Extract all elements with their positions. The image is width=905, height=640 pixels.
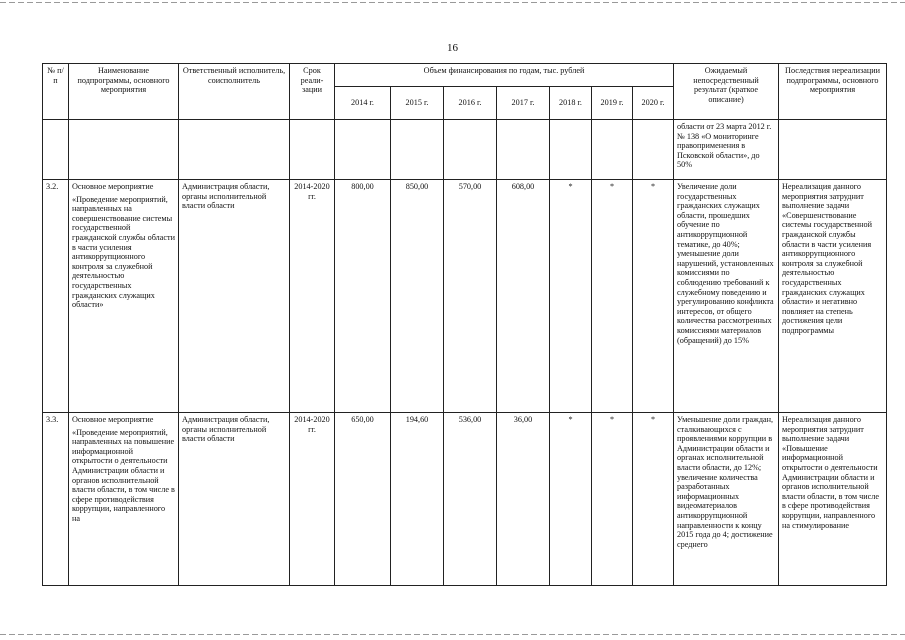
cell-value-2020: * bbox=[633, 413, 674, 586]
cell-empty bbox=[592, 120, 633, 180]
cell-empty bbox=[69, 120, 179, 180]
header-year-2020: 2020 г. bbox=[633, 87, 674, 120]
header-year-2014: 2014 г. bbox=[335, 87, 391, 120]
cell-value-2014: 800,00 bbox=[335, 180, 391, 413]
header-funding: Объем финансирования по годам, тыс. рублей bbox=[335, 64, 674, 87]
program-table bbox=[42, 63, 887, 586]
header-result: Ожидаемый непосредственный результат (краткое описание) bbox=[674, 64, 779, 120]
cell-value-2017: 608,00 bbox=[497, 180, 550, 413]
cell-num: 3.2. bbox=[43, 180, 69, 413]
cell-empty bbox=[335, 120, 391, 180]
cell-value-2016: 536,00 bbox=[444, 413, 497, 586]
cell-term: 2014-2020 гг. bbox=[290, 413, 335, 586]
cell-empty bbox=[179, 120, 290, 180]
scan-edge-bottom bbox=[0, 634, 905, 635]
cell-consequences: Нереализация данного мероприятия затруднит выполнение задачи «Совершенствование системы государственной гражданской службы области в части усиления антикоррупционного контроля за служебной деятельностью государственных гражданских служащих области» и негативно повлияет на степень достижения цели подпрограммы bbox=[779, 180, 887, 413]
cell-empty bbox=[391, 120, 444, 180]
cell-responsible: Администрация области, органы исполнительной власти области bbox=[179, 413, 290, 586]
header-year-2017: 2017 г. bbox=[497, 87, 550, 120]
program-table-container bbox=[42, 63, 886, 586]
name-text: «Проведение мероприятий, направленных на совершенствование системы государственной гражданской службы области в части усиления антикоррупционного контроля за служебной деятельностью государственных гражданских служащих области» bbox=[72, 194, 175, 310]
cell-empty bbox=[633, 120, 674, 180]
cell-value-2019: * bbox=[592, 413, 633, 586]
cell-result: Увеличение доли государственных гражданских служащих области, прошедших обучение по антикоррупционной тематике, до 40%; уменьшение доли нарушений, установленных комиссиями по соблюдению требований к служебному поведению и урегулированию конфликта интересов, от общего количества рассмотренных комиссиями материалов (обращений) до 15% bbox=[674, 180, 779, 413]
table-row bbox=[43, 180, 887, 413]
cell-result-continuation: области от 23 марта 2012 г. № 138 «О мониторинге правоприменения в Псковской области», до 50% bbox=[674, 120, 779, 180]
header-term: Срок реали-зации bbox=[290, 64, 335, 120]
header-responsible: Ответственный исполнитель, соисполнитель bbox=[179, 64, 290, 120]
table-row-continuation bbox=[43, 120, 887, 180]
cell-empty bbox=[550, 120, 592, 180]
cell-value-2018: * bbox=[550, 413, 592, 586]
header-name: Наименование подпрограммы, основного мероприятия bbox=[69, 64, 179, 120]
cell-num: 3.3. bbox=[43, 413, 69, 586]
header-row bbox=[43, 64, 887, 87]
cell-result: Уменьшение доли граждан, сталкивающихся с проявлениями коррупции в Администрации области и органах исполнительной власти области, до 12%; увеличение количества разработанных информационных видеоматериалов антикоррупционной направленности к концу 2015 года до 4; достижение среднего bbox=[674, 413, 779, 586]
cell-value-2017: 36,00 bbox=[497, 413, 550, 586]
cell-consequences: Нереализация данного мероприятия затруднит выполнение задачи «Повышение информационной открытости о деятельности Администрации области и органов исполнительной власти области, в том числе в сфере противодействия коррупции, направленного на стимулирование bbox=[779, 413, 887, 586]
table-row bbox=[43, 413, 887, 586]
header-year-2015: 2015 г. bbox=[391, 87, 444, 120]
cell-name bbox=[69, 413, 179, 586]
header-num: № п/п bbox=[43, 64, 69, 120]
cell-value-2016: 570,00 bbox=[444, 180, 497, 413]
name-text: «Проведение мероприятий, направленных на повышение информационной открытости о деятельности Администрации области и органов исполнительной власти области, в том числе в сфере противодействия коррупции, направленного на bbox=[72, 427, 175, 523]
scan-edge-top bbox=[0, 2, 905, 3]
cell-empty bbox=[444, 120, 497, 180]
header-year-2016: 2016 г. bbox=[444, 87, 497, 120]
header-year-2019: 2019 г. bbox=[592, 87, 633, 120]
cell-empty bbox=[779, 120, 887, 180]
name-title: Основное мероприятие bbox=[72, 415, 154, 424]
page-number: 16 bbox=[447, 42, 458, 54]
cell-empty bbox=[43, 120, 69, 180]
cell-empty bbox=[290, 120, 335, 180]
header-year-2018: 2018 г. bbox=[550, 87, 592, 120]
header-consequences: Последствия нереализации подпрограммы, основного мероприятия bbox=[779, 64, 887, 120]
cell-value-2020: * bbox=[633, 180, 674, 413]
cell-value-2015: 850,00 bbox=[391, 180, 444, 413]
cell-name bbox=[69, 180, 179, 413]
cell-value-2015: 194,60 bbox=[391, 413, 444, 586]
cell-empty bbox=[497, 120, 550, 180]
cell-responsible: Администрация области, органы исполнительной власти области bbox=[179, 180, 290, 413]
cell-value-2018: * bbox=[550, 180, 592, 413]
cell-value-2019: * bbox=[592, 180, 633, 413]
cell-value-2014: 650,00 bbox=[335, 413, 391, 586]
name-title: Основное мероприятие bbox=[72, 182, 154, 191]
cell-term: 2014-2020 гг. bbox=[290, 180, 335, 413]
